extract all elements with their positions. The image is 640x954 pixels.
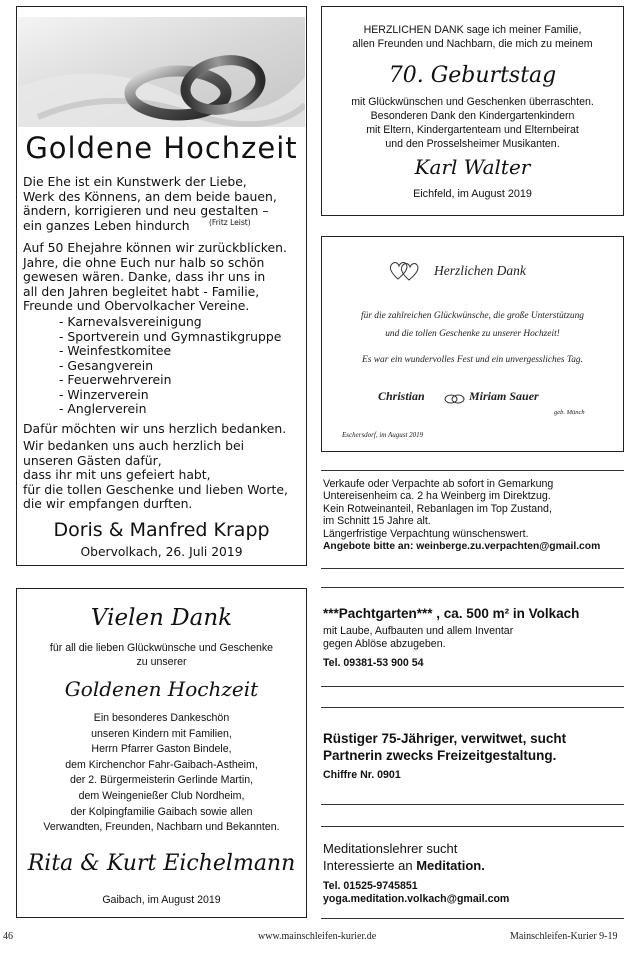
club-item-4: - Gesangverein (59, 357, 154, 373)
vineyard-line-3: Kein Rotweinanteil, Rebanlagen im Top Zustand, (323, 502, 552, 515)
guest-line-2: unseren Gästen dafür, (23, 452, 162, 468)
birthday-headline: 70. Geburtstag (388, 63, 557, 88)
thanks-line-4: und den Prosselsheimer Musikanten. (385, 138, 560, 150)
special-thanks-line-8: Verwandten, Freunden, Nachbarn und Bekannten. (43, 821, 280, 834)
paragraph-line-4: all den Jahren begleitet habt - Familie, (23, 283, 260, 299)
divider (321, 470, 624, 471)
vineyard-ad (323, 478, 625, 553)
thanks-line-3: Es war ein wundervolles Fest und ein unvergessliches Tag. (362, 355, 583, 365)
garden-text (323, 625, 625, 651)
person-name: Karl Walter (414, 155, 531, 179)
club-item-6: - Winzerverein (59, 386, 149, 402)
special-thanks-line-5: der 2. Bürgermeisterin Gerlinde Martin, (69, 774, 254, 787)
guest-line-5: die wir empfangen durften. (23, 496, 193, 511)
groom-name: Christian (378, 389, 425, 403)
golden-wedding-thanks-ad (16, 588, 307, 918)
chiffre-number: Chiffre Nr. 0901 (323, 769, 401, 781)
garden-line-1: mit Laube, Aufbauten und allem Inventar (323, 625, 514, 637)
thanks-line-2: Besonderen Dank den Kindergartenkindern (370, 110, 575, 122)
thanks-line-1: mit Glückwünschen und Geschenken überraschten. (351, 96, 594, 108)
footer-url: www.mainschleifen-kurier.de (258, 931, 377, 942)
divider (321, 804, 624, 805)
thanks-line-1: für die zahlreichen Glückwünsche, die große Unterstützung (361, 311, 584, 321)
guest-line-1: Wir bedanken uns auch herzlich bei (23, 438, 245, 453)
divider (321, 707, 624, 708)
poem-line-1: Die Ehe ist ein Kunstwerk der Liebe, (23, 174, 247, 189)
page-number: 46 (3, 931, 13, 942)
golden-wedding-title: Goldene Hochzeit (25, 131, 298, 165)
footer-issue: Mainschleifen-Kurier 9-19 (510, 931, 618, 942)
garden-ad (323, 605, 625, 670)
special-thanks-line-3: Herrn Pfarrer Gaston Bindele, (91, 743, 232, 756)
vineyard-line-2: Untereisenheim ca. 2 ha Weinberg im Direktzug. (323, 490, 551, 503)
divider (321, 686, 624, 687)
place-date: Eichfeld, im August 2019 (413, 188, 532, 200)
divider (321, 826, 624, 827)
meditation-line-2: Interessierte an Meditation. (323, 858, 485, 873)
club-item-2: - Sportverein und Gymnastikgruppe (59, 328, 282, 344)
meditation-line-1: Meditationslehrer sucht (323, 841, 458, 856)
maiden-name: geb. Münch (554, 409, 585, 416)
club-item-1: - Karnevalsvereinigung (59, 314, 202, 329)
poem-line-2: Werk des Könnens, an dem beide bauen, (23, 188, 277, 204)
poem (23, 175, 305, 233)
golden-wedding-ad (16, 6, 307, 566)
vineyard-contact: Angebote bitte an: weinberge.zu.verpachten@gmail.com (323, 541, 601, 553)
meditation-phone: Tel. 01525-9745851 (323, 880, 418, 892)
club-item-5: - Feuerwehrverein (59, 372, 172, 387)
vineyard-line-1: Verkaufe oder Verpachte ab sofort in Gemarkung (323, 478, 554, 490)
thanks-line-1: Dafür möchten wir uns herzlich bedanken. (23, 421, 287, 436)
special-thanks-lines (17, 711, 306, 836)
thanks-title: Herzlichen Dank (434, 263, 526, 278)
birthday-thanks-ad (321, 6, 624, 216)
divider (321, 918, 624, 919)
paragraph-line-3: gewesen wären. Danke, dass ihr uns in (23, 269, 266, 284)
thanks-line-2: und die tollen Geschenke zu unserer Hochzeit! (385, 329, 560, 339)
thanks-line (23, 422, 305, 437)
intro-lines (17, 641, 306, 669)
special-thanks-line-7: der Kolpingfamilie Gaibach sowie allen (70, 805, 253, 818)
poem-author: (Fritz Leist) (209, 218, 251, 227)
meditation-ad (323, 840, 625, 905)
divider (321, 568, 624, 569)
garden-phone: Tel. 09381-53 900 54 (323, 657, 424, 669)
club-item-7: - Anglerverein (59, 401, 147, 416)
club-list (59, 315, 281, 417)
vineyard-line-5: Längerfristige Verpachtung wünschenswert. (323, 527, 529, 540)
guest-line-4: für die tollen Geschenke und lieben Worte, (23, 481, 288, 497)
vineyard-text (323, 478, 625, 540)
place-date: Eschersdorf, im August 2019 (342, 431, 424, 439)
wedding-rings-photo (18, 17, 305, 127)
special-thanks-line-6: dem Weingenießer Club Nordheim, (78, 789, 245, 802)
paragraph-line-5: Freunde und Obervolkacher Vereine. (23, 298, 250, 313)
thanks-lines (322, 95, 623, 151)
club-item-3: - Weinfestkomitee (59, 343, 172, 358)
two-hearts-icon (388, 259, 422, 288)
wedding-thanks-ad (321, 236, 624, 452)
couple-names: Rita & Kurt Eichelmann (27, 851, 296, 876)
golden-wedding-headline: Goldenen Hochzeit (64, 677, 259, 701)
vineyard-line-4: im Schnitt 15 Jahre alt. (323, 515, 431, 528)
guest-line-3: dass ihr mit uns gefeiert habt, (23, 467, 211, 482)
intro-lines (322, 23, 623, 51)
special-thanks-line-4: dem Kirchenchor Fahr-Gaibach-Astheim, (65, 758, 258, 771)
garden-headline: ***Pachtgarten*** , ca. 500 m² in Volkach (323, 606, 580, 621)
garden-line-2: gegen Ablöse abzugeben. (323, 638, 446, 650)
guest-thanks-paragraph (23, 439, 305, 512)
thanks-paragraph (23, 241, 305, 314)
divider (321, 587, 624, 588)
couple-names: Doris & Manfred Krapp (53, 519, 270, 541)
partner-headline-1: Rüstiger 75-Jähriger, verwitwet, sucht (323, 731, 567, 746)
poem-line-3: ändern, korrigieren und neu gestalten – (23, 203, 269, 218)
paragraph-line-1: Auf 50 Ehejahre können wir zurückblicken. (23, 240, 287, 255)
special-thanks-line-1: Ein besonderes Dankeschön (93, 712, 230, 724)
thanks-line-3: mit Eltern, Kindergartenteam und Elternbeirat (366, 124, 579, 136)
bride-name: Miriam Sauer (469, 389, 539, 403)
intro-line-2: zu unserer (136, 656, 187, 668)
place-date: Gaibach, im August 2019 (102, 894, 221, 906)
meditation-email: yoga.meditation.volkach@gmail.com (323, 892, 510, 905)
partner-ad (323, 730, 625, 782)
partner-headline-2: Partnerin zwecks Freizeitgestaltung. (323, 748, 557, 763)
paragraph-line-2: Jahre, die ohne Euch nur halb so schön (23, 254, 265, 270)
poem-line-4: ein ganzes Leben hindurch (23, 217, 190, 233)
intro-line-2: allen Freunden und Nachbarn, die mich zu meinem (352, 38, 593, 50)
special-thanks-line-2: unseren Kindern mit Familien, (91, 727, 232, 740)
vielen-dank-title: Vielen Dank (90, 605, 233, 631)
rings-icon (443, 392, 467, 410)
intro-line-1: HERZLICHEN DANK sage ich meiner Familie, (363, 24, 582, 36)
intro-line-1: für all die lieben Glückwünsche und Geschenke (49, 642, 274, 654)
place-date: Obervolkach, 26. Juli 2019 (80, 545, 243, 559)
